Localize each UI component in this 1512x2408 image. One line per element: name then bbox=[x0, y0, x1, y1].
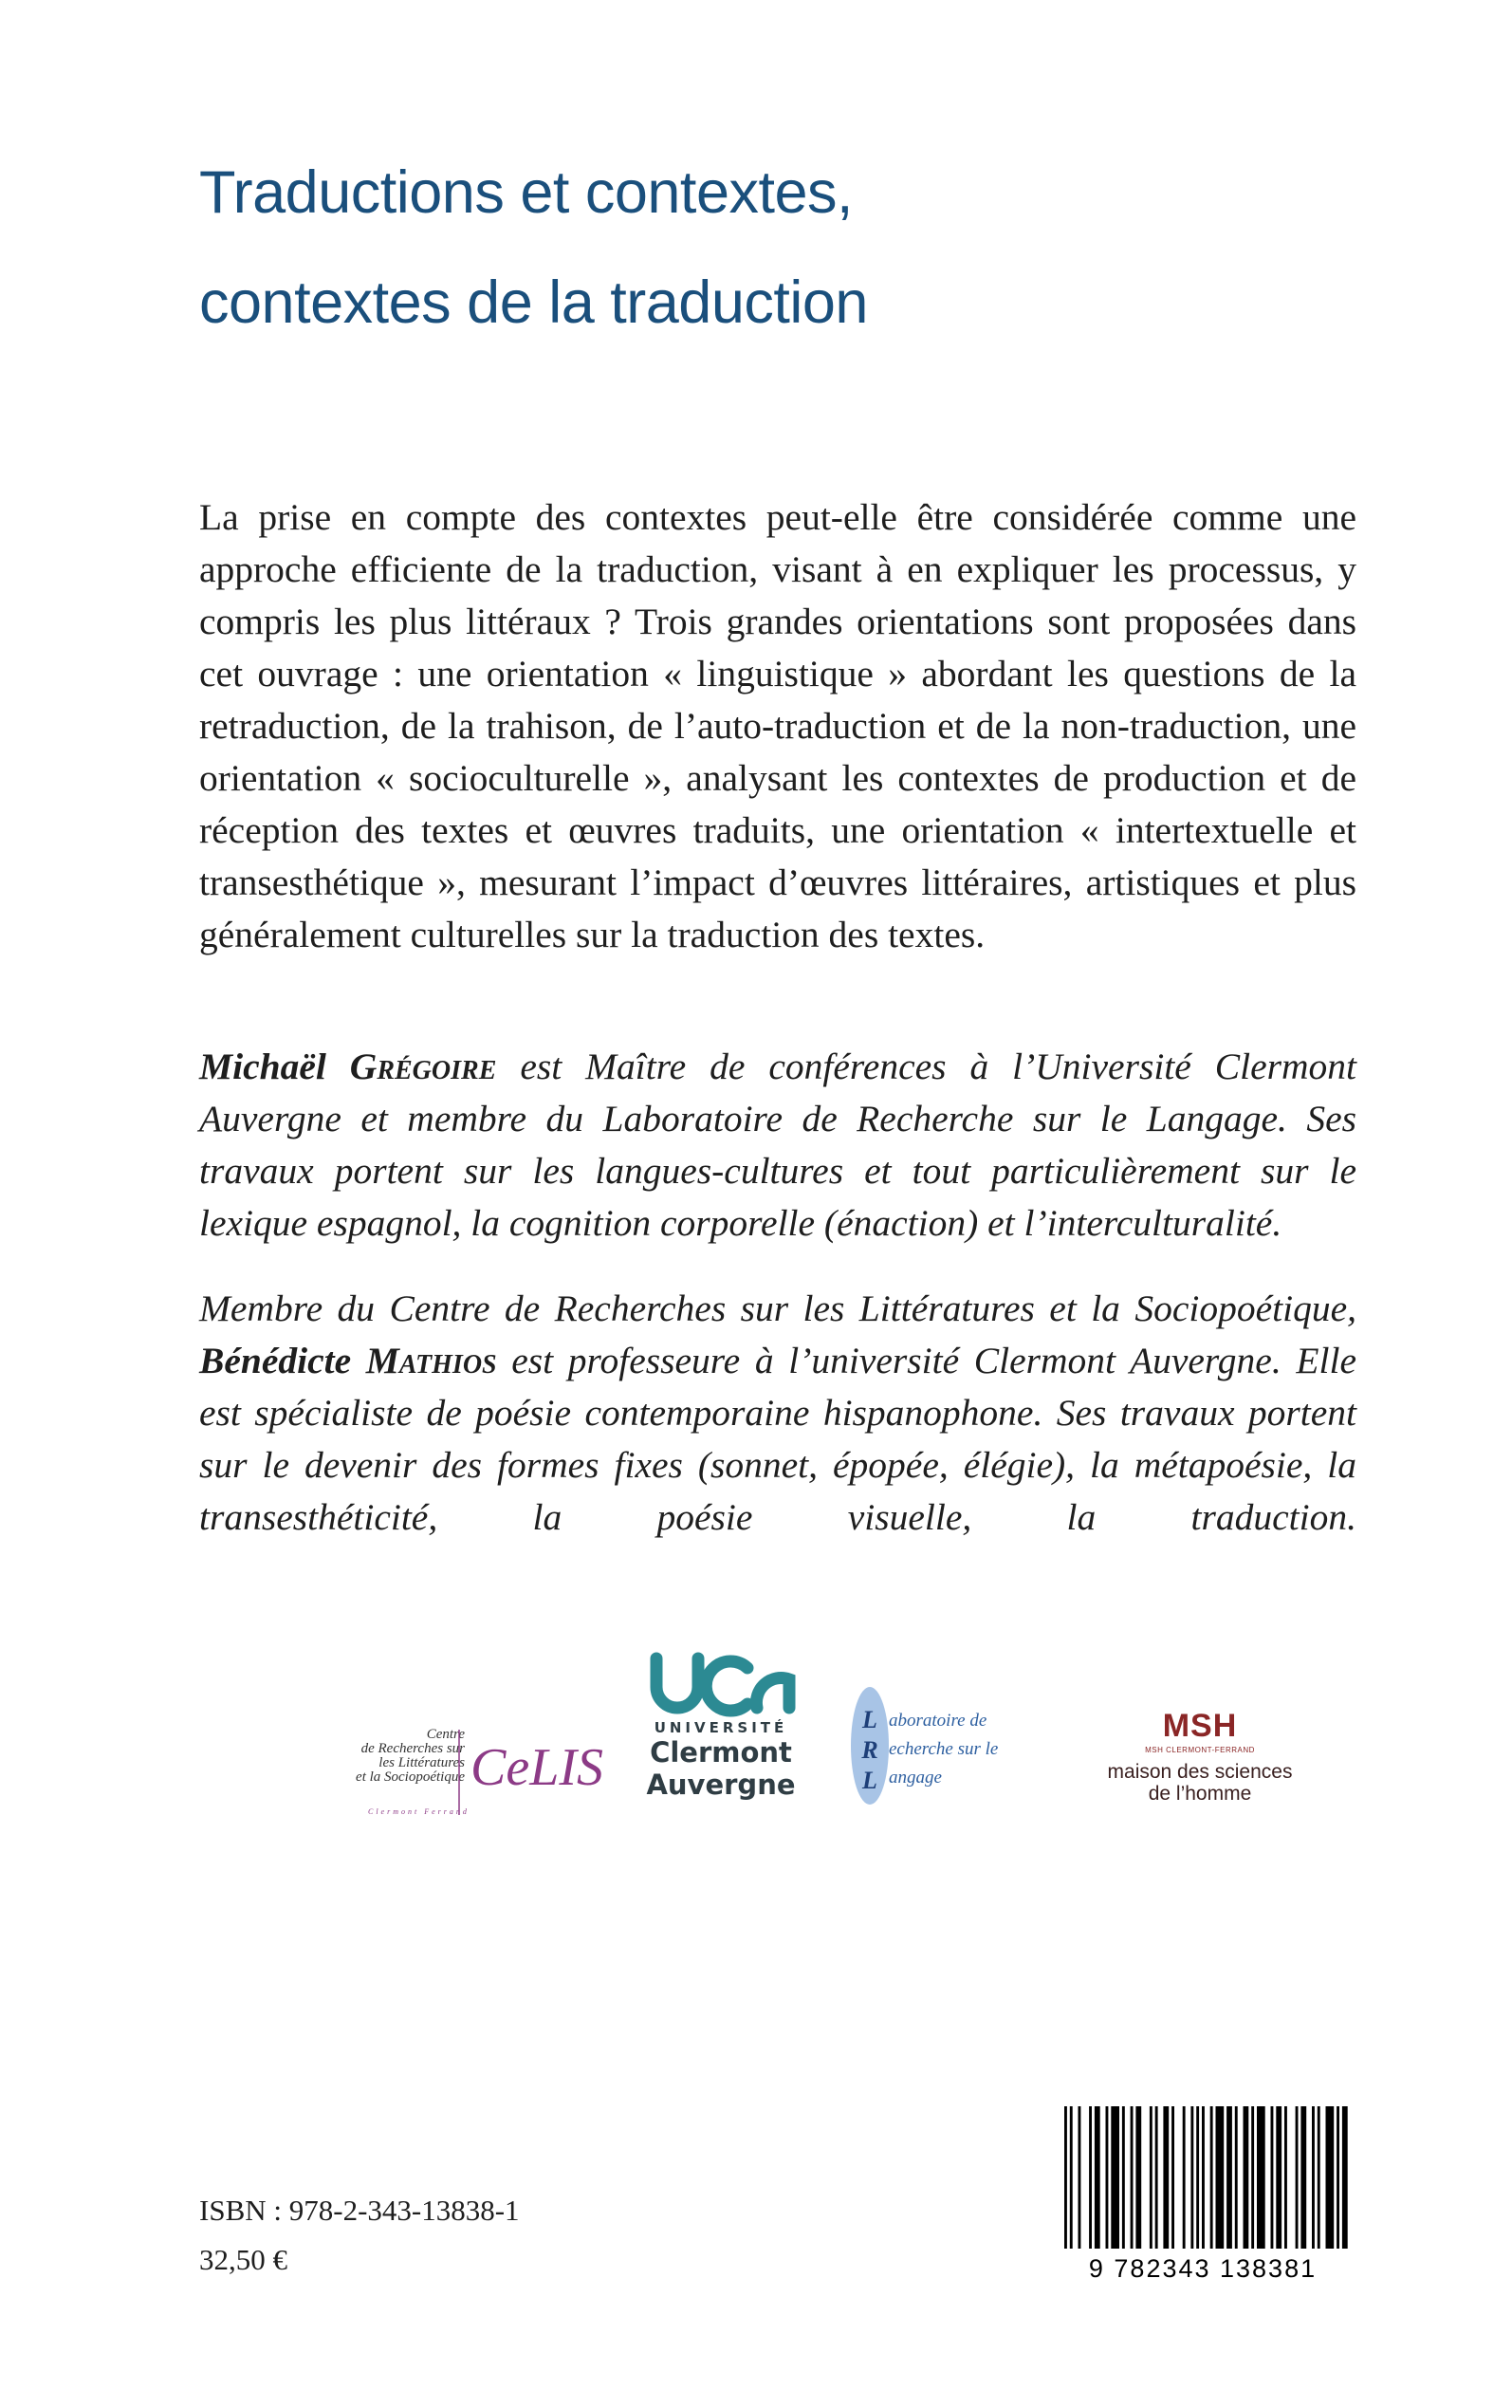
celis-line: Centre bbox=[426, 1727, 465, 1742]
author-bio-text: est Maître de conférences à l’Université Clermont Auvergne et membre du Laboratoire de Recherche sur le Langage. Ses travaux portent sur les langues-cultures et tout particulièrement sur le lexique espagnol, la cognition corporelle (énaction) et l’interculturalité. bbox=[199, 1046, 1356, 1244]
barcode-bar bbox=[1235, 2106, 1238, 2249]
msh-line: de l’homme bbox=[1148, 1783, 1252, 1805]
barcode-bar bbox=[1122, 2106, 1125, 2249]
lrl-letter: L bbox=[862, 1767, 877, 1794]
msh-logo bbox=[1091, 1708, 1309, 1822]
barcode-bar bbox=[1284, 2106, 1287, 2249]
celis-line: et la Sociopoétique bbox=[356, 1769, 465, 1785]
barcode-bar bbox=[1111, 2106, 1119, 2249]
celis-logo bbox=[292, 1713, 603, 1817]
lrl-letter: L bbox=[862, 1706, 877, 1733]
uca-logo bbox=[636, 1651, 806, 1822]
uca-mark bbox=[636, 1651, 806, 1719]
msh-line: maison des sciences bbox=[1107, 1761, 1293, 1783]
barcode-bar bbox=[1131, 2106, 1134, 2249]
barcode-bar bbox=[1155, 2106, 1158, 2249]
author-bio-intro: Membre du Centre de Recherches sur les Littératures et la Sociopoétique, bbox=[199, 1287, 1356, 1329]
barcode-bar bbox=[1296, 2106, 1299, 2249]
uca-clermont: Clermont bbox=[650, 1736, 792, 1769]
celis-line: les Littératures bbox=[378, 1755, 465, 1770]
barcode-bar bbox=[1244, 2106, 1249, 2249]
barcode-bar bbox=[1216, 2106, 1225, 2249]
barcode-bar bbox=[1312, 2106, 1315, 2249]
author-last-name: Mathios bbox=[365, 1340, 497, 1381]
barcode-bars bbox=[1064, 2106, 1348, 2249]
celis-sub: Clermont Ferrand bbox=[368, 1807, 470, 1816]
barcode-bar bbox=[1337, 2106, 1339, 2249]
author-bio-gregoire bbox=[199, 1041, 1356, 1250]
lrl-letters bbox=[857, 1705, 883, 1796]
book-title bbox=[199, 138, 1337, 358]
lrl-line: angage bbox=[889, 1768, 942, 1787]
barcode-digits: 9 782343 138381 bbox=[1088, 2254, 1318, 2283]
lrl-line: echerche sur le bbox=[889, 1739, 999, 1759]
barcode-bar bbox=[1210, 2106, 1213, 2249]
lrl-line: aboratoire de bbox=[889, 1711, 987, 1731]
barcode bbox=[1051, 2106, 1355, 2287]
celis-mark bbox=[292, 1713, 603, 1817]
barcode-bar bbox=[1202, 2106, 1205, 2249]
isbn: ISBN : 978-2-343-13838-1 bbox=[199, 2194, 520, 2227]
lrl-letter: R bbox=[861, 1736, 878, 1764]
lrl-logo bbox=[849, 1684, 1048, 1807]
barcode-bar bbox=[1196, 2106, 1199, 2249]
barcode-bar bbox=[1106, 2106, 1109, 2249]
barcode-bar bbox=[1276, 2106, 1282, 2249]
barcode-bar bbox=[1095, 2106, 1100, 2249]
title-line-1: Traductions et contextes, bbox=[199, 159, 854, 226]
barcode-bar bbox=[1190, 2106, 1193, 2249]
barcode-bar bbox=[1150, 2106, 1152, 2249]
barcode-bar bbox=[1135, 2106, 1141, 2249]
barcode-bar bbox=[1163, 2106, 1169, 2249]
price: 32,50 € bbox=[199, 2243, 287, 2276]
barcode-bar bbox=[1079, 2106, 1081, 2249]
celis-line: de Recherches sur bbox=[360, 1741, 465, 1756]
barcode-bar bbox=[1226, 2106, 1232, 2249]
title-line-2: contextes de la traduction bbox=[199, 269, 868, 336]
summary-paragraph: La prise en compte des contextes peut-elle être considérée comme une approche efficiente de la traduction, visant à en expliquer les processus, y compris les plus littéraux ? Trois grandes orientations sont proposées dans cet ouvrage : une orientation « linguistique » abordant les questions de la retraduction, de la trahison, de l’auto-traduction et de la non-traduction, une orientation « socioculturelle », analysant les contextes de production et de réception des textes et œuvres traduits, une orientation « intertextuelle et transesthétique », mesurant l’impact d’œuvres littéraires, artistiques et plus généralement culturelles sur la traduction des textes. bbox=[199, 496, 1356, 955]
author-bio-text: est professeure à l’université Clermont Auvergne. Elle est spécialiste de poésie contemporaine hispanophone. Ses travaux portent sur le devenir des formes fixes (sonnet, épopée, élégie), la métapoésie, la transesthéticité, la poésie visuelle, la traduction. bbox=[199, 1340, 1356, 1538]
author-bio-mathios bbox=[199, 1283, 1356, 1544]
barcode-bar bbox=[1171, 2106, 1174, 2249]
msh-text bbox=[1091, 1761, 1309, 1805]
celis-mark-text: CeLIS bbox=[470, 1738, 603, 1797]
barcode-bar bbox=[1183, 2106, 1186, 2249]
msh-small: MSH CLERMONT-FERRAND bbox=[1145, 1746, 1255, 1754]
barcode-bar bbox=[1257, 2106, 1265, 2249]
barcode-bar bbox=[1342, 2106, 1348, 2249]
barcode-bar bbox=[1070, 2106, 1073, 2249]
barcode-bar bbox=[1271, 2106, 1274, 2249]
uca-auvergne: Auvergne bbox=[646, 1769, 796, 1801]
msh-mark: MSH bbox=[1162, 1708, 1238, 1744]
author-first-name: Michaël bbox=[199, 1046, 350, 1087]
uca-logo-text bbox=[636, 1719, 806, 1801]
author-first-name: Bénédicte bbox=[199, 1340, 366, 1381]
barcode-bar bbox=[1064, 2106, 1067, 2249]
lrl-text bbox=[889, 1707, 998, 1792]
uca-universite: UNIVERSITÉ bbox=[654, 1719, 788, 1736]
barcode-bar bbox=[1326, 2106, 1335, 2249]
barcode-bar bbox=[1089, 2106, 1092, 2249]
author-last-name: Grégoire bbox=[349, 1046, 497, 1087]
barcode-bar bbox=[1251, 2106, 1254, 2249]
barcode-bar bbox=[1300, 2106, 1306, 2249]
barcode-bar bbox=[1318, 2106, 1320, 2249]
